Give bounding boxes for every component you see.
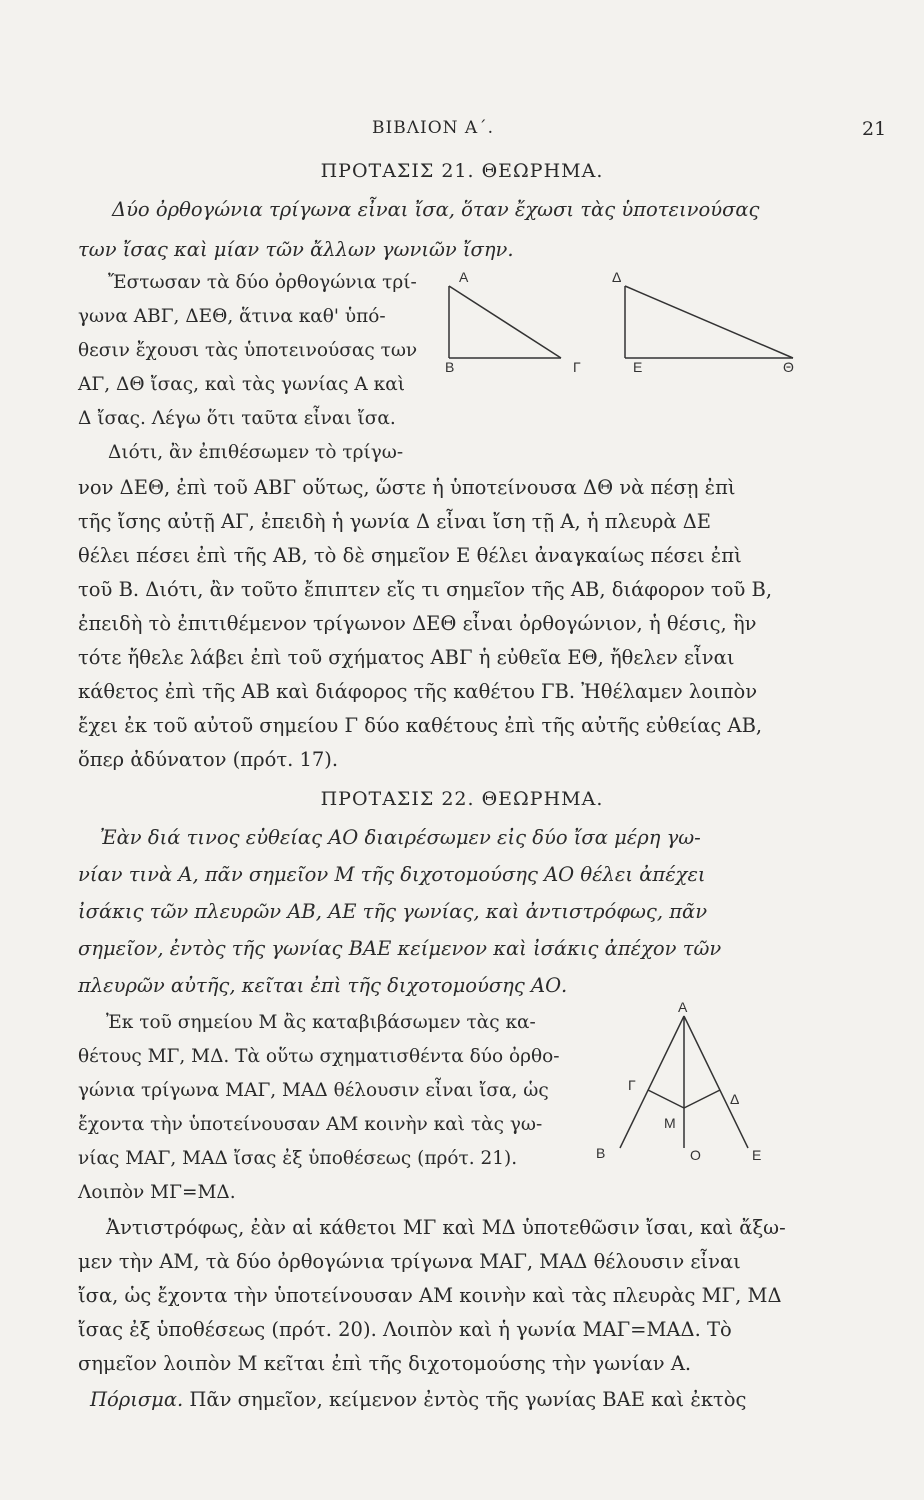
running-title: ΒΙΒΛΙΟΝ Α΄.	[372, 118, 495, 138]
prop22-statement-line: σημεῖον, ἐντὸς τῆς γωνίας ΒΑΕ κείμενον καὶ ἰσάκις ἀπέχον τῶν	[78, 937, 722, 960]
perpendicular-mg	[648, 1090, 684, 1108]
prop22-body-line: Ἀντιστρόφως, ἐὰν αἱ κάθετοι ΜΓ καὶ ΜΔ ὑποτεθῶσιν ἴσαι, καὶ ἄξω-	[106, 1216, 786, 1239]
label-a: Α	[459, 270, 469, 285]
porisma-text: Πᾶν σημεῖον, κείμενον ἐντὸς τῆς γωνίας ΒΑΕ καὶ ἐκτὸς	[189, 1388, 747, 1411]
prop21-body-line: τῆς ἴσης αὐτῇ ΑΓ, ἐπειδὴ ἡ γωνία Δ εἶναι ἴση τῇ Α, ἡ πλευρὰ ΔΕ	[78, 510, 712, 533]
label-a: Α	[678, 999, 688, 1015]
prop22-statement-line: νίαν τινὰ Α, πᾶν σημεῖον Μ τῆς διχοτομούσης ΑΟ θέλει ἀπέχει	[78, 863, 706, 886]
label-g: Γ	[628, 1077, 636, 1093]
side-ag	[449, 286, 561, 358]
prop22-statement-line: πλευρῶν αὐτῆς, κεῖται ἐπὶ τῆς διχοτομούσης ΑΟ.	[78, 974, 568, 997]
page-number: 21	[862, 118, 887, 140]
label-e: Ε	[752, 1147, 762, 1163]
prop21-body-line: Δ ἴσας. Λέγω ὅτι ταῦτα εἶναι ἴσα.	[78, 408, 396, 429]
label-m: Μ	[664, 1115, 676, 1131]
prop22-body-line: νίας ΜΑΓ, ΜΑΔ ἴσας ἐξ ὑποθέσεως (πρότ. 21).	[78, 1148, 518, 1169]
prop21-body-line: τότε ἤθελε λάβει ἐπὶ τοῦ σχήματος ΑΒΓ ἡ εὐθεῖα ΕΘ, ἤθελεν εἶναι	[78, 646, 735, 669]
prop22-body-line: γώνια τρίγωνα ΜΑΓ, ΜΑΔ θέλουσιν εἶναι ἴσα, ὡς	[78, 1080, 549, 1101]
label-d: Δ	[730, 1091, 740, 1107]
prop21-body-line: Ἔστωσαν τὰ δύο ὀρθογώνια τρί-	[108, 272, 417, 293]
prop21-body-line: ΑΓ, ΔΘ ἴσας, καὶ τὰς γωνίας Α καὶ	[78, 374, 405, 395]
prop21-body-line: τοῦ Β. Διότι, ἂν τοῦτο ἔπιπτεν εἴς τι σημεῖον τῆς ΑΒ, διάφορον τοῦ Β,	[78, 578, 773, 601]
porisma-line	[90, 1390, 746, 1410]
prop21-heading: ΠΡΟΤΑΣΙΣ 21. ΘΕΩΡΗΜΑ.	[320, 160, 604, 182]
prop22-body-line: Ἐκ τοῦ σημείου Μ ἂς καταβιβάσωμεν τὰς κα-	[106, 1012, 536, 1033]
prop22-body-line: ἔχοντα τὴν ὑποτείνουσαν ΑΜ κοινὴν καὶ τὰς γω-	[78, 1114, 543, 1135]
porisma-label: Πόρισμα.	[90, 1388, 184, 1411]
prop22-heading: ΠΡΟΤΑΣΙΣ 22. ΘΕΩΡΗΜΑ.	[320, 788, 604, 810]
bisector-figure	[592, 998, 772, 1168]
prop21-body-line: ἐπειδὴ τὸ ἐπιτιθέμενον τρίγωνον ΔΕΘ εἶναι ὀρθογώνιον, ἡ θέσις, ἣν	[78, 612, 757, 635]
prop21-body-line: κάθετος ἐπὶ τῆς ΑΒ καὶ διάφορος τῆς καθέτου ΓΒ. Ἠθέλαμεν λοιπὸν	[78, 680, 758, 703]
perpendicular-md	[684, 1090, 720, 1108]
prop21-statement-line: των ἴσας καὶ μίαν τῶν ἄλλων γωνιῶν ἴσην.	[78, 238, 514, 261]
label-o: Ο	[690, 1147, 701, 1163]
prop21-body-line: νον ΔΕΘ, ἐπὶ τοῦ ΑΒΓ οὕτως, ὥστε ἡ ὑποτείνουσα ΔΘ νὰ πέσῃ ἐπὶ	[78, 476, 736, 499]
prop22-body-line: ἴσας ἐξ ὑποθέσεως (πρότ. 20). Λοιπὸν καὶ ἡ γωνία ΜΑΓ=ΜΑΔ. Τὸ	[78, 1318, 732, 1341]
prop21-body-line: ἔχει ἐκ τοῦ αὐτοῦ σημείου Γ δύο καθέτους ἐπὶ τῆς αὐτῆς εὐθείας ΑΒ,	[78, 714, 763, 737]
prop21-body-line: θέλει πέσει ἐπὶ τῆς ΑΒ, τὸ δὲ σημεῖον Ε θέλει ἀναγκαίως πέσει ἐπὶ	[78, 544, 742, 567]
label-d: Δ	[612, 270, 622, 285]
prop21-body-line: θεσιν ἔχουσι τὰς ὑποτεινούσας των	[78, 340, 418, 361]
prop22-statement-line: ἰσάκις τῶν πλευρῶν ΑΒ, ΑΕ τῆς γωνίας, καὶ ἀντιστρόφως, πᾶν	[78, 900, 708, 923]
prop22-body-line: ἴσα, ὡς ἔχοντα τὴν ὑποτείνουσαν ΑΜ κοινὴν καὶ τὰς πλευρὰς ΜΓ, ΜΔ	[78, 1284, 782, 1307]
prop21-body-line: γωνα ΑΒΓ, ΔΕΘ, ἅτινα καθ' ὑπό-	[78, 306, 386, 327]
label-e: Ε	[633, 359, 643, 375]
prop21-statement-line: Δύο ὀρθογώνια τρίγωνα εἶναι ἴσα, ὅταν ἔχωσι τὰς ὑποτεινούσας	[112, 198, 760, 221]
prop22-body-line: σημεῖον λοιπὸν Μ κεῖται ἐπὶ τῆς διχοτομούσης τὴν γωνίαν Α.	[78, 1352, 692, 1375]
side-dth	[625, 286, 793, 358]
side-ae-ray	[684, 1016, 748, 1148]
prop22-body-line: μεν τὴν ΑΜ, τὰ δύο ὀρθογώνια τρίγωνα ΜΑΓ, ΜΑΔ θέλουσιν εἶναι	[78, 1250, 741, 1273]
label-g: Γ	[573, 359, 581, 375]
triangles-figure	[435, 270, 805, 380]
prop22-body-line: θέτους ΜΓ, ΜΔ. Τὰ οὕτω σχηματισθέντα δύο ὀρθο-	[78, 1046, 560, 1067]
prop22-body-line: Λοιπὸν ΜΓ=ΜΔ.	[78, 1182, 236, 1203]
prop21-body-line: Διότι, ἂν ἐπιθέσωμεν τὸ τρίγω-	[108, 442, 404, 463]
label-b: Β	[445, 359, 455, 375]
label-b: Β	[596, 1145, 606, 1161]
prop22-statement-line: Ἐὰν διά τινος εὐθείας ΑΟ διαιρέσωμεν εἰς δύο ἴσα μέρη γω-	[100, 826, 701, 849]
label-th: Θ	[783, 359, 794, 375]
prop21-body-line: ὅπερ ἀδύνατον (πρότ. 17).	[78, 748, 339, 771]
